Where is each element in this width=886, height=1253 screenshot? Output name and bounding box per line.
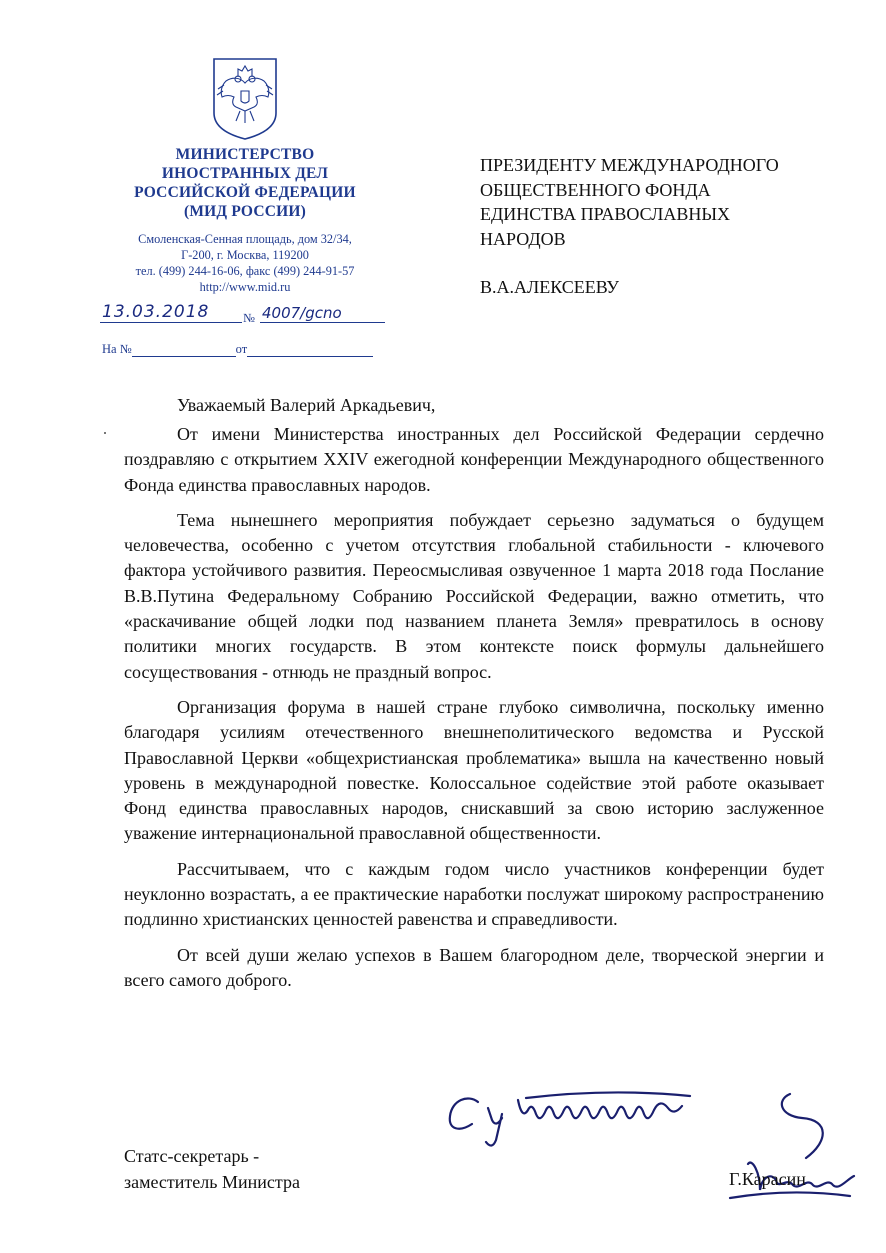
- ministry-line: ИНОСТРАННЫХ ДЕЛ: [161, 165, 329, 182]
- registration-date: [100, 302, 242, 323]
- address-line: Смоленская-Сенная площадь, дом 32/34,: [138, 232, 352, 246]
- scan-speck: [104, 432, 106, 434]
- position-line: заместитель Министра: [124, 1172, 300, 1192]
- ministry-name: [100, 145, 390, 221]
- address-line: Г-200, г. Москва, 119200: [181, 248, 309, 262]
- registration-number: [260, 302, 385, 323]
- reply-number-blank: [132, 344, 236, 357]
- reply-reference: [102, 342, 373, 357]
- signer-position: [124, 1143, 300, 1195]
- date-value: 13.03.2018: [102, 302, 210, 322]
- ministry-address: [100, 231, 390, 295]
- paragraph: Рассчитываем, что с каждым годом число участников конференции будет неуклонно возрастать, а ее практические наработки послужат широкому распространению подлинно христианских ценностей равенства и справедливости.: [124, 858, 824, 930]
- paragraph: Организация форума в нашей стране глубоко символична, поскольку именно благодаря усилиям отечественного внешнеполитического ведомства и Русской Православной Церкви «общехристианская проблематика» вышла на качественно новый уровень в международной повестке. Колоссальное содействие этой работе оказывает Фонд единства православных народов, снискавший за свою историю заслуженное уважение интернациональной православной общественности.: [124, 696, 824, 844]
- registration-line: [100, 302, 390, 324]
- addressee-line: ЕДИНСТВА ПРАВОСЛАВНЫХ: [480, 204, 731, 224]
- address-line: тел. (499) 244-16-06, факс (499) 244-91-57: [135, 264, 355, 278]
- reply-prefix: На №: [102, 342, 132, 356]
- handwritten-signature: [430, 1080, 870, 1250]
- paragraph: От имени Министерства иностранных дел Российской Федерации сердечно поздравляю с открытием XXIV ежегодной конференции Международного общественного Фонда единства православных народов.: [124, 424, 824, 495]
- position-line: Статс-секретарь -: [124, 1146, 260, 1166]
- ministry-line: МИНИСТЕРСТВО: [175, 146, 315, 163]
- ministry-line: РОССИЙСКОЙ ФЕДЕРАЦИИ: [134, 184, 356, 201]
- salutation: Уважаемый Валерий Аркадьевич,: [177, 395, 436, 415]
- number-value: 4007/gcno: [262, 304, 342, 322]
- signer-name: Г.Карасин: [729, 1169, 806, 1189]
- addressee-line: ОБЩЕСТВЕННОГО ФОНДА: [480, 179, 711, 200]
- addressee-name: В.А.АЛЕКСЕЕВУ: [480, 277, 620, 297]
- coat-of-arms-icon: [208, 55, 282, 141]
- letterhead: [100, 55, 390, 295]
- paragraph: От всей души желаю успехов в Вашем благородном деле, творческой энергии и всего самого доброго.: [124, 944, 824, 990]
- addressee-line: ПРЕЗИДЕНТУ МЕЖДУНАРОДНОГО: [480, 155, 779, 175]
- website-link: http://www.mid.ru: [199, 280, 291, 294]
- reply-date-blank: [247, 344, 373, 357]
- paragraph: Тема нынешнего мероприятия побуждает серьезно задуматься о будущем человечества, особенно с учетом отсутствия глобальной стабильности - ключевого фактора устойчивого развития. Переосмысливая озвученное 1 марта 2018 года Послание В.В.Путина Федеральному Собранию Российской Федерации, важно отметить, что «раскачивание общей лодки под названием планета Земля» превратилось в основу политики многих государств. В этом контексте поиск формулы дальнейшего сосуществования - отнюдь не праздный вопрос.: [124, 509, 824, 682]
- number-label: №: [243, 311, 255, 325]
- ministry-line: (МИД РОССИИ): [183, 203, 307, 220]
- addressee: [480, 153, 779, 300]
- addressee-line: НАРОДОВ: [480, 228, 566, 249]
- letter-body: [124, 422, 824, 993]
- reply-from-label: от: [235, 342, 248, 356]
